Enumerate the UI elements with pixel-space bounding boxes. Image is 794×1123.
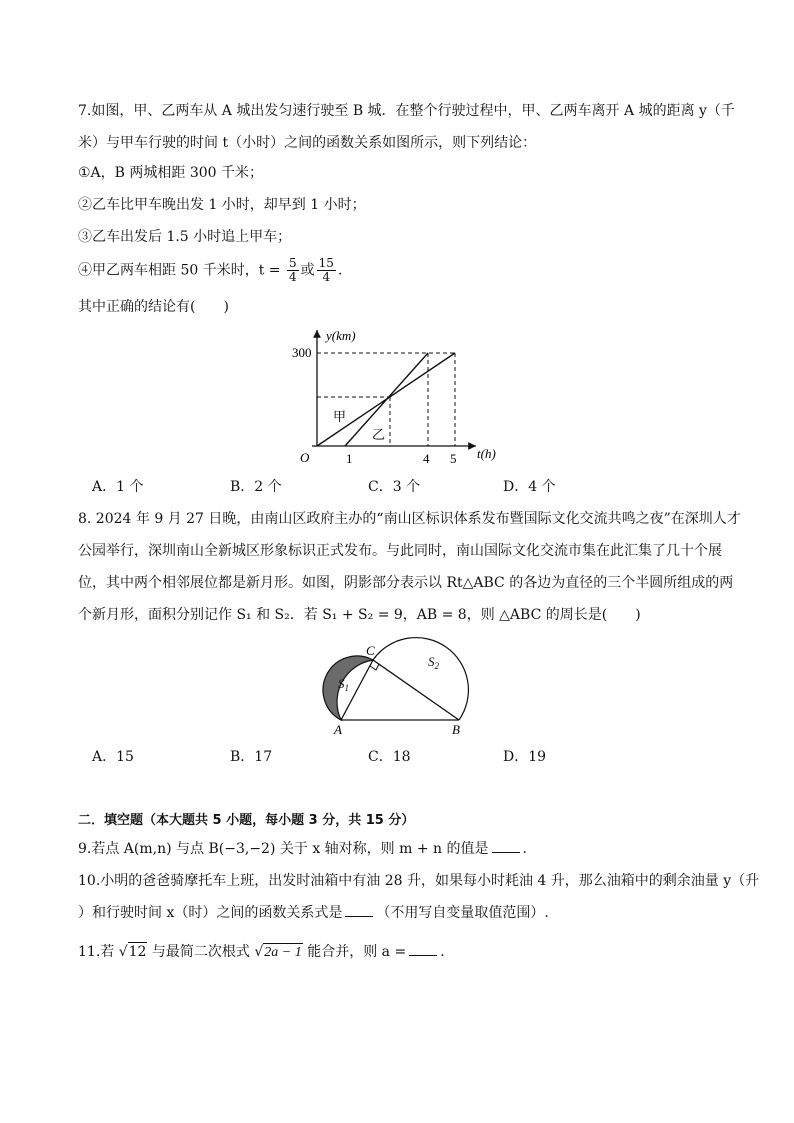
q8-option-d: D．19 — [503, 749, 547, 765]
s1-letter: S — [338, 676, 345, 691]
q8-line1: 8. 2024 年 9 月 27 日晚，由南山区政府主办的“南山区标识体系发布暨国际文化交流共鸣之夜”在深圳人才 — [78, 511, 741, 527]
fraction-denominator: 4 — [322, 270, 331, 284]
q7-option-d: D．4 个 — [503, 479, 556, 495]
t-axis-label: t(h) — [477, 446, 496, 461]
q7-c4-end: . — [337, 262, 343, 279]
q7-option-a: A．1 个 — [92, 479, 144, 495]
fraction-15-4 — [317, 257, 336, 284]
q11-mid: 与最简二次根式 — [151, 944, 250, 960]
q7-line1: 7.如图，甲、乙两车从 A 城出发匀速行驶至 B 城．在整个行驶过程中，甲、乙两车离开 A 城的距离 y（千 — [78, 103, 735, 119]
q10-line2-post: （不用写自变量取值范围）. — [376, 905, 549, 921]
s1-subscript: 1 — [344, 683, 349, 693]
s2-subscript: 2 — [434, 661, 439, 671]
q10-answer-blank[interactable] — [345, 904, 373, 917]
s1-label — [338, 676, 349, 693]
label-yi: 乙 — [372, 427, 386, 442]
t-tick-4: 4 — [423, 451, 430, 466]
q7-conclusion-1: ①A，B 两城相距 300 千米； — [78, 165, 264, 181]
q10-line2-pre: ）和行驶时间 x（时）之间的函数关系式是 — [78, 905, 343, 921]
s2-letter: S — [428, 654, 435, 669]
q11-end: . — [440, 944, 445, 960]
q7-conclusion-2: ②乙车比甲车晚出发 1 小时，却早到 1 小时； — [78, 197, 366, 213]
q7-c4-prefix: ④甲乙两车相距 50 千米时，t = — [78, 262, 281, 279]
q7-option-c: C．3 个 — [368, 479, 421, 495]
label-jia: 甲 — [333, 409, 347, 424]
fraction-numerator: 5 — [288, 256, 297, 270]
sqrt-icon: √ — [118, 944, 128, 960]
t-tick-5: 5 — [450, 451, 457, 466]
y-tick-300: 300 — [292, 345, 312, 360]
q8-option-c: C．18 — [368, 749, 411, 765]
side-cb — [373, 660, 459, 720]
vertex-a-label: A — [334, 722, 342, 737]
fraction-denominator: 4 — [288, 270, 297, 284]
q7-option-b: B．2 个 — [230, 479, 282, 495]
fraction-5-4 — [287, 257, 299, 284]
q8-line2: 公园举行，深圳南山全新城区形象标识正式发布。与此同时，南山国际文化交流市集在此汇集了几十个展 — [78, 543, 722, 559]
t-tick-1: 1 — [346, 451, 353, 466]
q8-option-b: B．17 — [230, 749, 273, 765]
fraction-numerator: 15 — [318, 256, 334, 270]
section-2-heading: 二．填空题（本大题共 5 小题，每小题 3 分，共 15 分） — [78, 813, 415, 828]
q8-line4: 个新月形，面积分别记作 S₁ 和 S₂．若 S₁ + S₂ = 9，AB = 8，则 △ABC 的周长是( ) — [78, 607, 641, 623]
radical-2a-1: 2a − 1 — [264, 945, 302, 960]
q7-conclusion-4 — [78, 257, 342, 284]
q7-question: 其中正确的结论有( ) — [78, 299, 229, 315]
q9-end: . — [522, 841, 527, 857]
q11-answer-blank[interactable] — [409, 943, 437, 956]
origin-label: O — [300, 450, 310, 465]
q11-post: 能合并，则 a = — [307, 944, 407, 960]
line-yi — [345, 353, 428, 446]
crescent-s2 — [373, 638, 468, 720]
q7-distance-time-graph — [290, 322, 510, 470]
q10-line2 — [78, 904, 549, 922]
q9-text: 9.若点 A(m,n) 与点 B(−3,−2) 关于 x 轴对称，则 m + n 的值是 — [78, 841, 489, 857]
vertex-c-label: C — [366, 643, 375, 658]
q10-line1: 10.小明的爸爸骑摩托车上班，出发时油箱中有油 28 升，如果每小时耗油 4 升，那么油箱中的剩余油量 y（升 — [78, 873, 760, 889]
q11-line — [78, 942, 445, 962]
s2-label — [428, 654, 440, 671]
q8-line3: 位，其中两个相邻展位都是新月形。如图，阴影部分表示以 Rt△ABC 的各边为直径的三个半圆所组成的两 — [78, 575, 734, 591]
q8-option-a: A．15 — [92, 749, 134, 765]
q7-c4-or: 或 — [300, 262, 315, 279]
q8-crescent-figure — [322, 636, 482, 738]
right-angle-mark — [370, 664, 379, 670]
q9-answer-blank[interactable] — [492, 840, 520, 853]
sqrt-icon: √ — [254, 944, 264, 960]
q9-line — [78, 840, 527, 858]
q7-line2: 米）与甲车行驶的时间 t（小时）之间的函数关系如图所示，则下列结论： — [78, 135, 537, 151]
q7-conclusion-3: ③乙车出发后 1.5 小时追上甲车； — [78, 229, 292, 245]
q11-pre: 11.若 — [78, 944, 115, 960]
y-axis-label: y(km) — [326, 328, 356, 343]
radical-12: 12 — [128, 944, 147, 960]
vertex-b-label: B — [452, 722, 460, 737]
